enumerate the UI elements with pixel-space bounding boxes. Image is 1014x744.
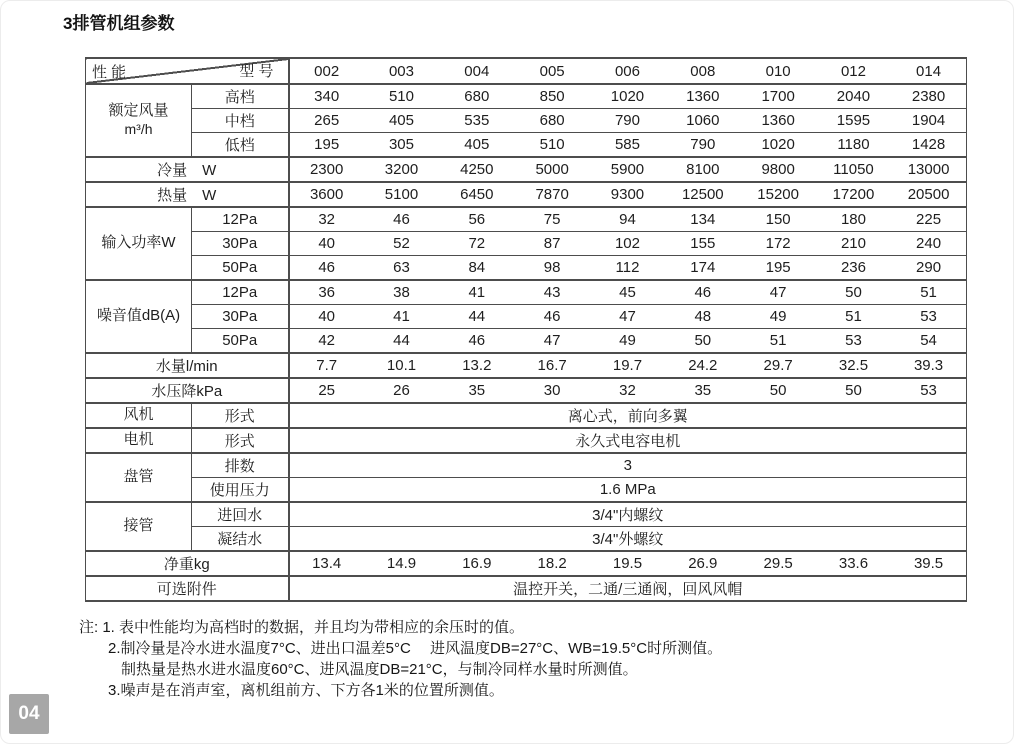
value-cell: 790 xyxy=(590,109,665,133)
value-cell: 9300 xyxy=(590,182,665,207)
value-cell: 3200 xyxy=(364,157,439,182)
model-corner-cell xyxy=(86,58,289,84)
model-header: 008 xyxy=(690,62,716,80)
table-row xyxy=(86,428,967,453)
corner-model-label: 型 号 xyxy=(239,63,274,80)
row-sublabel: 形式 xyxy=(192,403,289,428)
value-cell: 290 xyxy=(891,256,966,281)
value-cell: 63 xyxy=(364,256,439,281)
row-sublabel: 低档 xyxy=(192,133,289,158)
value-cell: 24.2 xyxy=(665,353,740,378)
value-cell: 46 xyxy=(289,256,364,281)
value-cell: 850 xyxy=(514,84,589,109)
value-cell: 680 xyxy=(514,109,589,133)
table-row xyxy=(86,232,967,256)
row-label-line1: 风机 xyxy=(123,406,154,424)
table-row xyxy=(86,502,967,527)
page-number-badge: 04 xyxy=(9,694,49,734)
table-row xyxy=(86,207,967,232)
value-cell: 49 xyxy=(740,305,815,329)
value-cell: 40 xyxy=(289,305,364,329)
row-sublabel: 50Pa xyxy=(192,256,289,281)
merged-value-cell: 3/4"内螺纹 xyxy=(289,502,967,527)
value-cell: 32.5 xyxy=(816,353,891,378)
value-cell: 32 xyxy=(590,378,665,403)
table-row xyxy=(86,403,967,428)
row-sublabel: 排数 xyxy=(192,453,289,478)
value-cell: 50 xyxy=(665,329,740,354)
row-sublabel: 12Pa xyxy=(192,207,289,232)
value-cell: 29.5 xyxy=(740,551,815,576)
value-cell: 5100 xyxy=(364,182,439,207)
value-cell: 13.2 xyxy=(439,353,514,378)
note-line: 2.制冷量是冷水进水温度7°C、进出口温差5°C 进风温度DB=27°C、WB=19.5°C时所测值。 xyxy=(108,640,723,657)
value-cell: 240 xyxy=(891,232,966,256)
value-cell: 585 xyxy=(590,133,665,158)
value-cell: 180 xyxy=(816,207,891,232)
value-cell: 47 xyxy=(590,305,665,329)
value-cell: 5000 xyxy=(514,157,589,182)
value-cell: 53 xyxy=(891,378,966,403)
value-cell: 265 xyxy=(289,109,364,133)
value-cell: 56 xyxy=(439,207,514,232)
row-sublabel: 30Pa xyxy=(192,305,289,329)
model-header: 003 xyxy=(388,62,414,80)
value-cell: 94 xyxy=(590,207,665,232)
value-cell: 1360 xyxy=(665,84,740,109)
value-cell: 7870 xyxy=(514,182,589,207)
merged-value-cell: 3 xyxy=(289,453,967,478)
value-cell: 26.9 xyxy=(665,551,740,576)
value-cell: 210 xyxy=(816,232,891,256)
value-cell: 150 xyxy=(740,207,815,232)
value-cell: 51 xyxy=(891,280,966,305)
value-cell: 155 xyxy=(665,232,740,256)
merged-value-cell: 3/4"外螺纹 xyxy=(289,527,967,552)
value-cell: 49 xyxy=(590,329,665,354)
value-cell: 51 xyxy=(740,329,815,354)
corner-performance-label: 性 能 xyxy=(92,64,127,81)
model-header: 005 xyxy=(539,62,565,80)
value-cell: 1020 xyxy=(590,84,665,109)
value-cell: 47 xyxy=(740,280,815,305)
table-row xyxy=(86,551,967,576)
row-label xyxy=(86,280,192,353)
page-title: 3排管机组参数 xyxy=(63,14,175,33)
value-cell: 54 xyxy=(891,329,966,354)
value-cell: 72 xyxy=(439,232,514,256)
value-cell: 46 xyxy=(665,280,740,305)
value-cell: 1904 xyxy=(891,109,966,133)
value-cell: 52 xyxy=(364,232,439,256)
value-cell: 12500 xyxy=(665,182,740,207)
value-cell: 14.9 xyxy=(364,551,439,576)
spec-table-head xyxy=(86,58,967,84)
value-cell: 510 xyxy=(364,84,439,109)
row-sublabel: 凝结水 xyxy=(192,527,289,552)
value-cell: 1428 xyxy=(891,133,966,158)
model-header: 004 xyxy=(464,62,490,80)
row-sublabel: 30Pa xyxy=(192,232,289,256)
value-cell: 510 xyxy=(514,133,589,158)
row-label-line1: 输入功率W xyxy=(101,234,176,252)
value-cell: 680 xyxy=(439,84,514,109)
value-cell: 38 xyxy=(364,280,439,305)
value-cell: 30 xyxy=(514,378,589,403)
row-sublabel: 高档 xyxy=(192,84,289,109)
spec-table-body xyxy=(86,84,967,601)
table-row xyxy=(86,133,967,158)
value-cell: 405 xyxy=(439,133,514,158)
value-cell: 40 xyxy=(289,232,364,256)
value-cell: 26 xyxy=(364,378,439,403)
value-cell: 50 xyxy=(816,378,891,403)
value-cell: 19.5 xyxy=(590,551,665,576)
value-cell: 47 xyxy=(514,329,589,354)
value-cell: 20500 xyxy=(891,182,966,207)
value-cell: 98 xyxy=(514,256,589,281)
value-cell: 84 xyxy=(439,256,514,281)
note-line: 3.噪声是在消声室，离机组前方、下方各1米的位置所测值。 xyxy=(108,682,504,699)
value-cell: 32 xyxy=(289,207,364,232)
value-cell: 46 xyxy=(439,329,514,354)
table-row xyxy=(86,280,967,305)
row-label: 热量 W xyxy=(86,182,289,207)
row-label: 可选附件 xyxy=(86,576,289,601)
row-sublabel: 形式 xyxy=(192,428,289,453)
value-cell: 25 xyxy=(289,378,364,403)
row-label-line1: 电机 xyxy=(123,431,154,449)
value-cell: 39.3 xyxy=(891,353,966,378)
value-cell: 39.5 xyxy=(891,551,966,576)
table-row xyxy=(86,256,967,281)
value-cell: 53 xyxy=(816,329,891,354)
row-label xyxy=(86,207,192,280)
table-row xyxy=(86,182,967,207)
value-cell: 2380 xyxy=(891,84,966,109)
value-cell: 102 xyxy=(590,232,665,256)
merged-value-cell: 1.6 MPa xyxy=(289,478,967,503)
value-cell: 1060 xyxy=(665,109,740,133)
value-cell: 41 xyxy=(439,280,514,305)
merged-value-cell: 温控开关，二通/三通阀，回风风帽 xyxy=(289,576,967,601)
value-cell: 42 xyxy=(289,329,364,354)
value-cell: 134 xyxy=(665,207,740,232)
table-header-row xyxy=(86,58,967,84)
value-cell: 13.4 xyxy=(289,551,364,576)
model-header: 006 xyxy=(614,62,640,80)
value-cell: 4250 xyxy=(439,157,514,182)
value-cell: 16.7 xyxy=(514,353,589,378)
value-cell: 172 xyxy=(740,232,815,256)
value-cell: 225 xyxy=(891,207,966,232)
value-cell: 112 xyxy=(590,256,665,281)
value-cell: 16.9 xyxy=(439,551,514,576)
row-sublabel: 进回水 xyxy=(192,502,289,527)
model-header: 010 xyxy=(765,62,791,80)
value-cell: 46 xyxy=(514,305,589,329)
table-row xyxy=(86,305,967,329)
row-label xyxy=(86,403,192,428)
model-header: 012 xyxy=(840,62,866,80)
row-label-line1: 噪音值dB(A) xyxy=(96,307,181,325)
value-cell: 236 xyxy=(816,256,891,281)
value-cell: 36 xyxy=(289,280,364,305)
value-cell: 44 xyxy=(439,305,514,329)
model-header: 002 xyxy=(314,62,340,80)
value-cell: 87 xyxy=(514,232,589,256)
value-cell: 13000 xyxy=(891,157,966,182)
value-cell: 48 xyxy=(665,305,740,329)
row-label: 净重kg xyxy=(86,551,289,576)
value-cell: 44 xyxy=(364,329,439,354)
value-cell: 2300 xyxy=(289,157,364,182)
value-cell: 17200 xyxy=(816,182,891,207)
value-cell: 340 xyxy=(289,84,364,109)
value-cell: 10.1 xyxy=(364,353,439,378)
value-cell: 45 xyxy=(590,280,665,305)
table-row xyxy=(86,157,967,182)
value-cell: 8100 xyxy=(665,157,740,182)
value-cell: 35 xyxy=(665,378,740,403)
spec-table xyxy=(85,57,967,602)
row-label xyxy=(86,428,192,453)
value-cell: 9800 xyxy=(740,157,815,182)
value-cell: 7.7 xyxy=(289,353,364,378)
value-cell: 50 xyxy=(816,280,891,305)
row-label: 冷量 W xyxy=(86,157,289,182)
table-row xyxy=(86,453,967,478)
row-sublabel: 中档 xyxy=(192,109,289,133)
value-cell: 53 xyxy=(891,305,966,329)
value-cell: 29.7 xyxy=(740,353,815,378)
model-header: 014 xyxy=(916,62,942,80)
table-row xyxy=(86,576,967,601)
row-sublabel: 50Pa xyxy=(192,329,289,354)
table-row xyxy=(86,527,967,552)
value-cell: 405 xyxy=(364,109,439,133)
table-row xyxy=(86,478,967,503)
row-label-line2: m³/h xyxy=(124,121,153,138)
row-sublabel: 12Pa xyxy=(192,280,289,305)
note-line: 制热量是热水进水温度60°C、进风温度DB=21°C，与制冷同样水量时所测值。 xyxy=(121,661,638,678)
table-row xyxy=(86,109,967,133)
value-cell: 174 xyxy=(665,256,740,281)
table-row xyxy=(86,378,967,403)
value-cell: 2040 xyxy=(816,84,891,109)
value-cell: 1360 xyxy=(740,109,815,133)
value-cell: 46 xyxy=(364,207,439,232)
value-cell: 1020 xyxy=(740,133,815,158)
value-cell: 6450 xyxy=(439,182,514,207)
row-sublabel: 使用压力 xyxy=(192,478,289,503)
value-cell: 43 xyxy=(514,280,589,305)
value-cell: 5900 xyxy=(590,157,665,182)
value-cell: 15200 xyxy=(740,182,815,207)
table-row xyxy=(86,329,967,354)
value-cell: 50 xyxy=(740,378,815,403)
value-cell: 75 xyxy=(514,207,589,232)
value-cell: 19.7 xyxy=(590,353,665,378)
row-label-line1: 盘管 xyxy=(123,468,154,486)
merged-value-cell: 永久式电容电机 xyxy=(289,428,967,453)
row-label: 水量l/min xyxy=(86,353,289,378)
value-cell: 35 xyxy=(439,378,514,403)
value-cell: 195 xyxy=(289,133,364,158)
value-cell: 51 xyxy=(816,305,891,329)
value-cell: 18.2 xyxy=(514,551,589,576)
table-row xyxy=(86,84,967,109)
notes xyxy=(79,617,722,701)
value-cell: 305 xyxy=(364,133,439,158)
value-cell: 1180 xyxy=(816,133,891,158)
row-label xyxy=(86,453,192,502)
table-row xyxy=(86,353,967,378)
value-cell: 790 xyxy=(665,133,740,158)
row-label-line1: 额定风量 xyxy=(108,102,169,120)
note-line: 注: 1. 表中性能均为高档时的数据，并且均为带相应的余压时的值。 xyxy=(79,619,525,636)
value-cell: 41 xyxy=(364,305,439,329)
value-cell: 11050 xyxy=(816,157,891,182)
value-cell: 195 xyxy=(740,256,815,281)
value-cell: 1700 xyxy=(740,84,815,109)
merged-value-cell: 离心式，前向多翼 xyxy=(289,403,967,428)
value-cell: 1595 xyxy=(816,109,891,133)
row-label xyxy=(86,84,192,157)
row-label-line1: 接管 xyxy=(123,517,154,535)
row-label: 水压降kPa xyxy=(86,378,289,403)
value-cell: 33.6 xyxy=(816,551,891,576)
row-label xyxy=(86,502,192,551)
value-cell: 3600 xyxy=(289,182,364,207)
value-cell: 535 xyxy=(439,109,514,133)
